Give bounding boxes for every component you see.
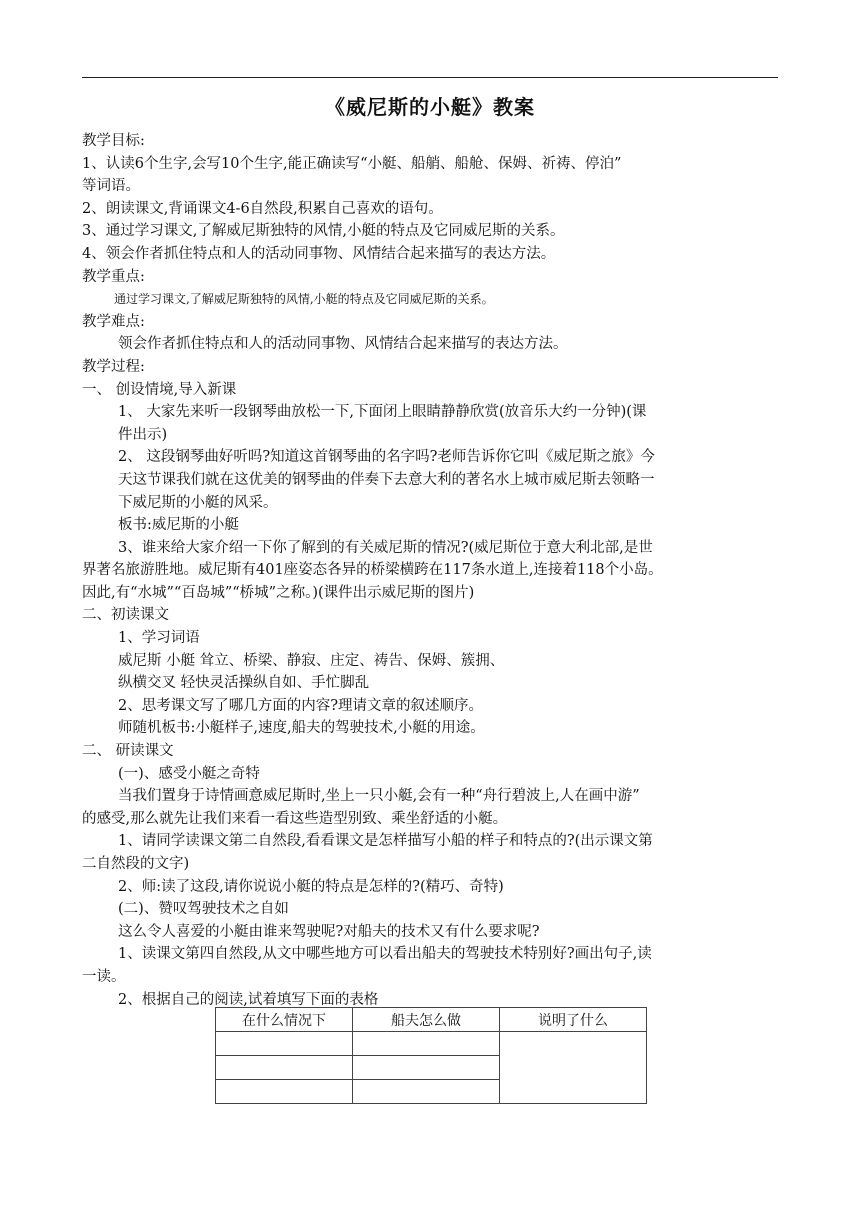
text-line: 1、请同学读课文第二自然段,看看课文是怎样描写小船的样子和特点的?(出示课文第 [118,833,653,850]
document-body [82,130,778,1011]
table-header-cell: 说明了什么 [500,1008,647,1032]
text-line: 等词语。 [82,178,140,195]
table-header-row [216,1008,647,1032]
document-title: 《威尼斯的小艇》教案 [325,95,535,119]
header-rule [82,77,778,78]
text-line: 2、思考课文写了哪几方面的内容?理请文章的叙述顺序。 [118,697,483,714]
text-line: 4、领会作者抓住特点和人的活动同事物、风情结合起来描写的表达方法。 [82,245,556,262]
text-line: 1、学习词语 [118,630,200,647]
text-line: 通过学习课文,了解威尼斯独特的风情,小艇的特点及它同威尼斯的关系。 [114,292,494,307]
table-cell-merged [500,1032,647,1104]
heading-process: 教学过程: [82,358,145,375]
table-row [216,1032,647,1056]
text-line: 这么令人喜爱的小艇由谁来驾驶呢?对船夫的技术又有什么要求呢? [118,923,540,940]
text-line: 2、根据自己的阅读,试着填写下面的表格 [118,991,379,1008]
text-line: 1、读课文第四自然段,从文中哪些地方可以看出船夫的驾驶技术特别好?画出句子,读 [118,946,652,963]
vocabulary-line: 威尼斯 小艇 耸立、桥梁、静寂、庄定、祷告、保姆、簇拥、 [118,652,505,669]
text-line: 师随机板书:小艇样子,速度,船夫的驾驶技术,小艇的用途。 [118,720,485,737]
blackboard-note: 板书:威尼斯的小艇 [118,517,239,534]
table-header-cell: 在什么情况下 [216,1008,353,1032]
subsection-heading: (一)、感受小艇之奇特 [118,765,260,782]
text-line: 1、 大家先来听一段钢琴曲放松一下,下面闭上眼睛静静欣赏(放音乐大约一分钟)(课 [118,404,647,421]
text-line: 一读。 [82,968,126,985]
text-line: 2、朗读课文,背诵课文4-6自然段,积累自己喜欢的语句。 [82,200,443,217]
vocabulary-line: 纵横交叉 轻快灵活操纵自如、手忙脚乱 [118,675,370,692]
heading-difficulties: 教学难点: [82,313,145,330]
subsection-heading: (二)、赞叹驾驶技术之自如 [118,901,289,918]
table-header-cell: 船夫怎么做 [353,1008,500,1032]
text-line: 3、谁来给大家介绍一下你了解到的有关威尼斯的情况?(威尼斯位于意大利北部,是世 [118,539,653,556]
text-line: 3、通过学习课文,了解威尼斯独特的风情,小艇的特点及它同威尼斯的关系。 [82,223,565,240]
section-heading: 二、初读课文 [82,607,169,624]
section-heading: 一、 创设情境,导入新课 [82,381,237,398]
table-cell [353,1032,500,1056]
text-line: 下威尼斯的小艇的风采。 [118,494,278,511]
section-heading: 二、 研读课文 [82,743,174,760]
text-line: 的感受,那么就先让我们来看一看这些造型别致、乘坐舒适的小艇。 [82,810,508,827]
text-line: 二自然段的文字) [82,856,190,872]
table-cell [353,1080,500,1104]
table-cell [353,1056,500,1080]
text-line: 2、师:读了这段,请你说说小艇的特点是怎样的?(精巧、奇特) [118,878,504,895]
table-cell [216,1056,353,1080]
heading-key-points: 教学重点: [82,268,145,285]
heading-objectives: 教学目标: [82,133,145,149]
text-line: 件出示) [118,426,168,443]
text-line: 当我们置身于诗情画意威尼斯时,坐上一只小艇,会有一种“舟行碧波上,人在画中游” [118,788,640,805]
text-line: 天这节课我们就在这优美的钢琴曲的伴奏下去意大利的著名水上城市威尼斯去领略一 [118,471,655,488]
text-line: 领会作者抓住特点和人的活动同事物、风情结合起来描写的表达方法。 [118,336,568,353]
text-line: 2、 这段钢琴曲好听吗?知道这首钢琴曲的名字吗?老师告诉你它叫《威尼斯之旅》今 [118,449,655,466]
table-cell [216,1080,353,1104]
text-line: 因此,有“水城”“百岛城”“桥城”之称。)(课件出示威尼斯的图片) [82,584,475,601]
fill-in-table [215,1007,647,1104]
table-cell [216,1032,353,1056]
text-line: 界著名旅游胜地。威尼斯有401座姿态各异的桥梁横跨在117条水道上,连接着118个小岛。 [82,562,663,579]
text-line: 1、认读6个生字,会写10个生字,能正确读写“小艇、船艄、船舱、保姆、祈祷、停泊” [82,155,622,172]
